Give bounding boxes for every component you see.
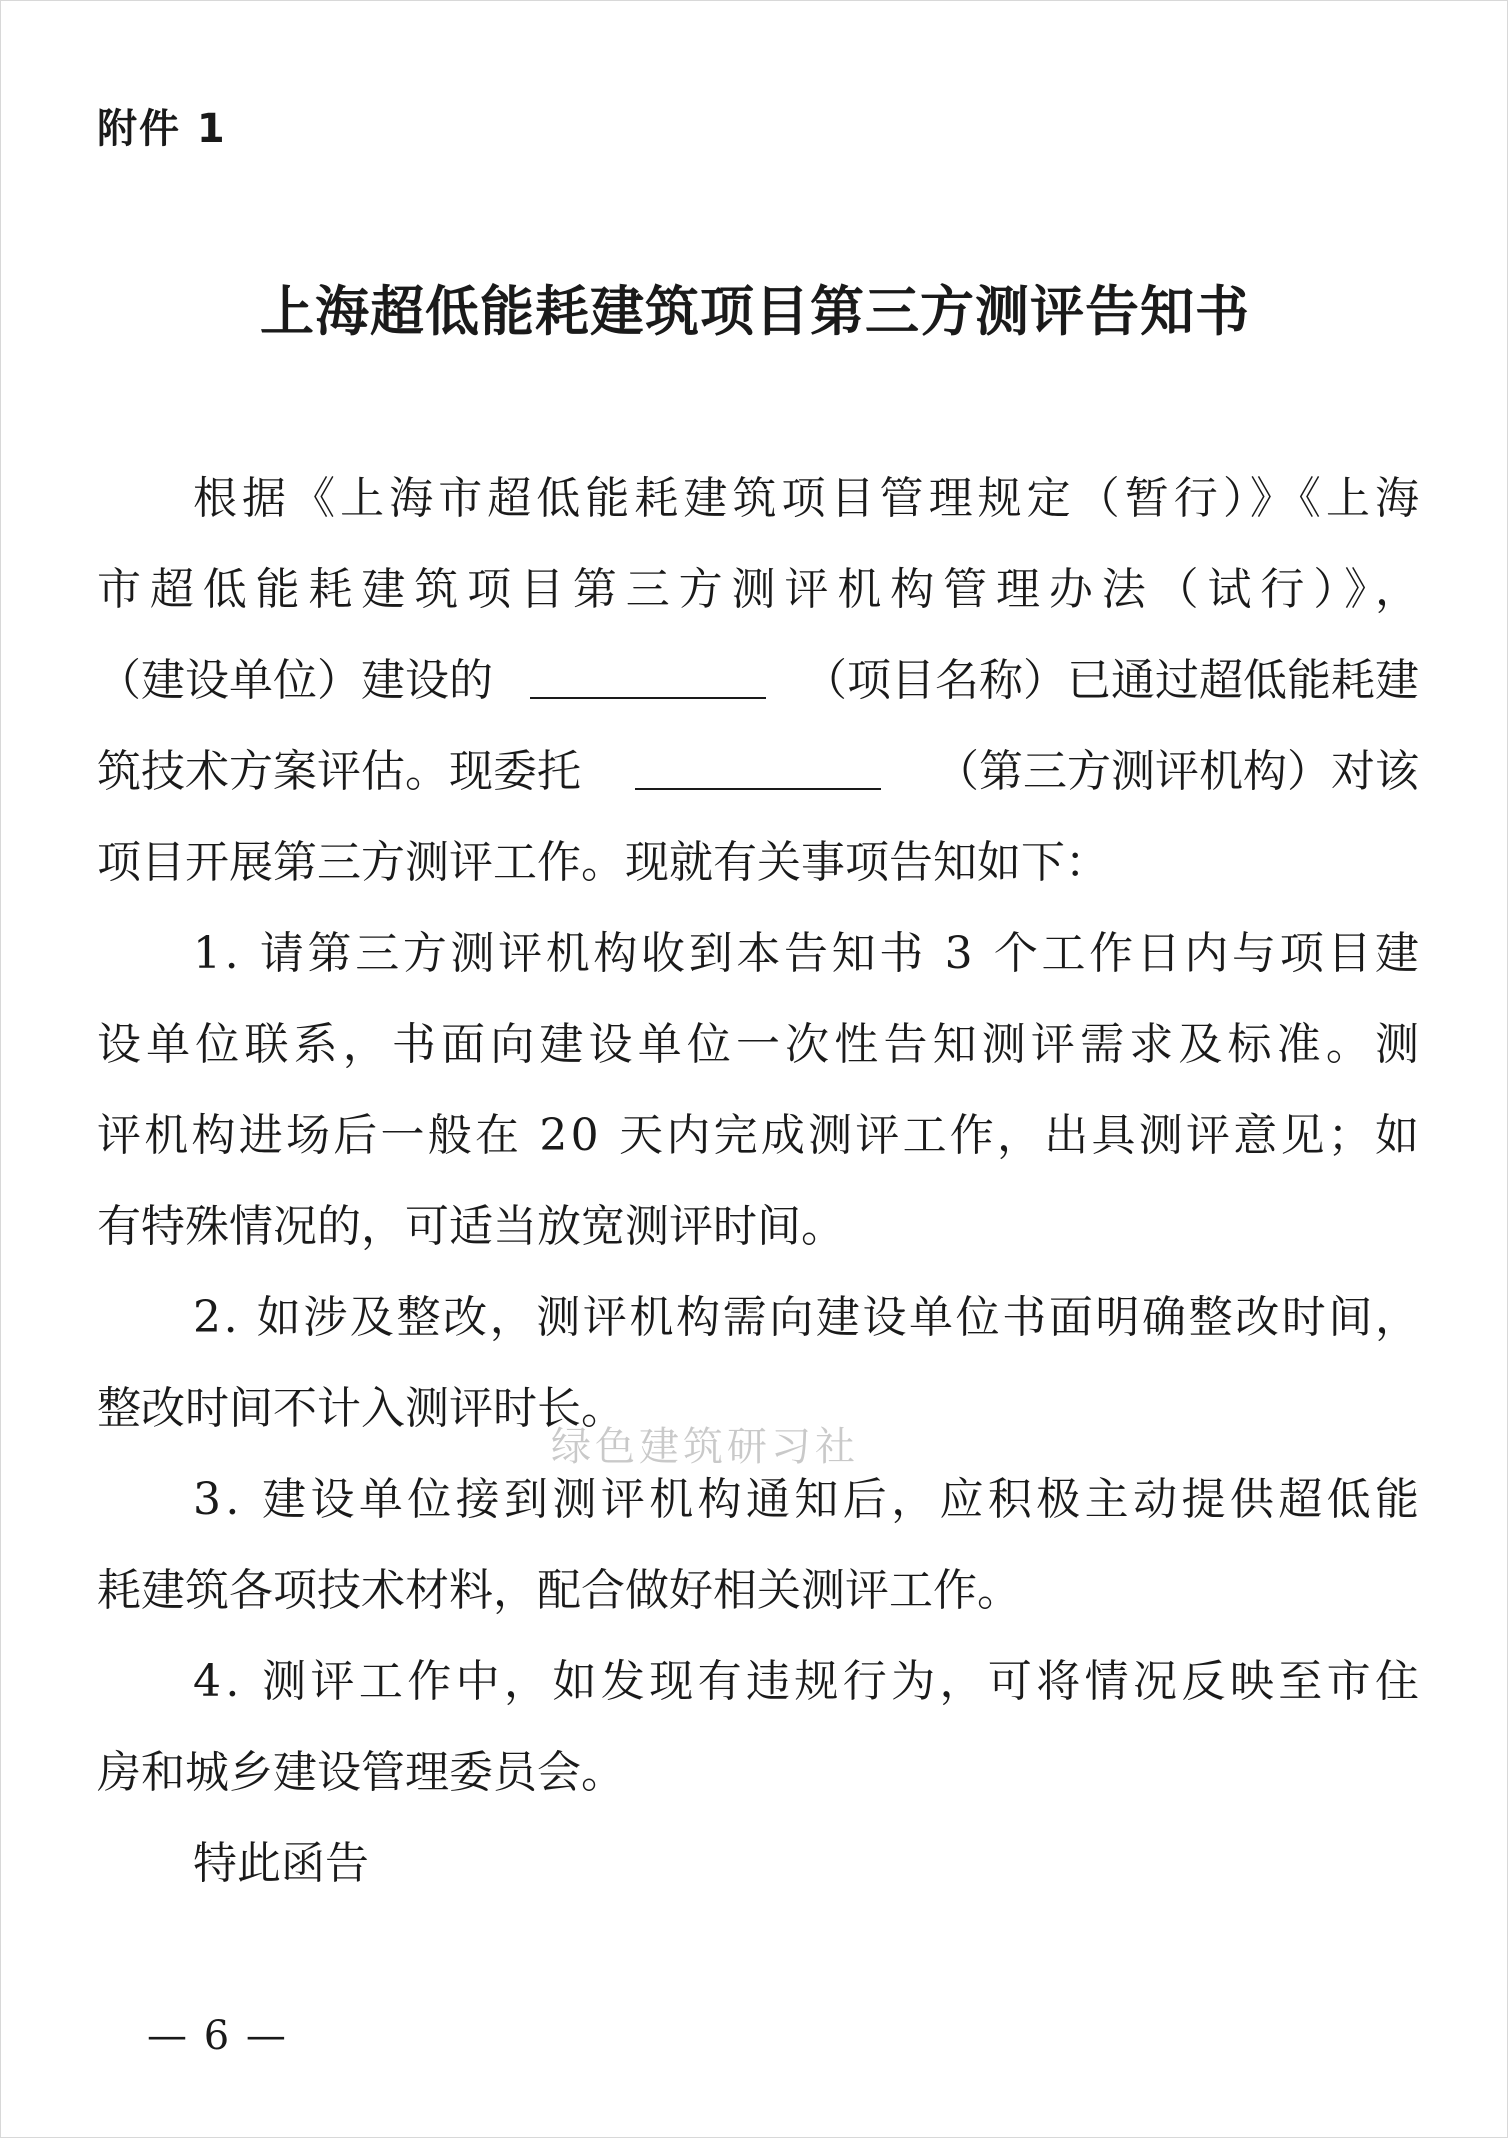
intro-text: 市超低能耗建筑项目第三方测评机构管理办法（试行）》， bbox=[97, 564, 1428, 615]
item1-line-1 bbox=[97, 908, 1423, 999]
item1-line-4 bbox=[97, 1181, 1419, 1272]
page-number: — 6 — bbox=[147, 2013, 288, 2059]
intro-line-1 bbox=[97, 453, 1425, 544]
watermark: 绿色建筑研习社 bbox=[551, 1424, 859, 1470]
commission-text: 筑技术方案评估。现委托 bbox=[97, 746, 581, 797]
item1-text: 评机构进场后一般在 20 天内完成测评工作，出具测评意见；如 bbox=[97, 1110, 1423, 1161]
agency-text: （第三方测评机构）对该 bbox=[935, 746, 1419, 797]
intro-line-4 bbox=[97, 726, 1419, 817]
item2-text: 2. 如涉及整改，测评机构需向建设单位书面明确整改时间， bbox=[193, 1292, 1422, 1343]
attachment-label: 附件 1 bbox=[97, 106, 227, 152]
construction-unit-text: （建设单位）建设的 bbox=[97, 655, 493, 706]
closing-line bbox=[97, 1818, 1419, 1909]
document-body bbox=[97, 453, 1428, 1909]
intro-line-3 bbox=[97, 635, 1419, 726]
intro-text: 项目开展第三方测评工作。现就有关事项告知如下： bbox=[97, 837, 1109, 888]
document-title: 上海超低能耗建筑项目第三方测评告知书 bbox=[260, 279, 1250, 343]
project-name-text: （项目名称）已通过超低能耗建 bbox=[803, 655, 1419, 706]
intro-line-2 bbox=[97, 544, 1428, 635]
item1-text: 设单位联系，书面向建设单位一次性告知测评需求及标准。测 bbox=[97, 1019, 1425, 1070]
item3-text: 3. 建设单位接到测评机构通知后，应积极主动提供超低能 bbox=[193, 1474, 1424, 1525]
item2-text: 整改时间不计入测评时长。 bbox=[97, 1383, 625, 1434]
intro-line-5 bbox=[97, 817, 1419, 908]
item4-line-2 bbox=[97, 1727, 1419, 1818]
item4-line-1 bbox=[97, 1636, 1424, 1727]
project-name-blank bbox=[530, 663, 766, 699]
item4-text: 房和城乡建设管理委员会。 bbox=[97, 1747, 625, 1798]
item1-line-3 bbox=[97, 1090, 1423, 1181]
item1-line-2 bbox=[97, 999, 1425, 1090]
item2-line-1 bbox=[97, 1272, 1422, 1363]
item3-text: 耗建筑各项技术材料，配合做好相关测评工作。 bbox=[97, 1565, 1021, 1616]
agency-name-blank bbox=[635, 754, 881, 790]
item1-text: 1. 请第三方测评机构收到本告知书 3 个工作日内与项目建 bbox=[193, 928, 1423, 979]
closing-text: 特此函告 bbox=[193, 1838, 369, 1889]
item3-line-2 bbox=[97, 1545, 1419, 1636]
item4-text: 4. 测评工作中，如发现有违规行为，可将情况反映至市住 bbox=[193, 1656, 1424, 1707]
item1-text: 有特殊情况的，可适当放宽测评时间。 bbox=[97, 1201, 845, 1252]
intro-text: 根据《上海市超低能耗建筑项目管理规定（暂行）》《上海 bbox=[193, 473, 1425, 524]
